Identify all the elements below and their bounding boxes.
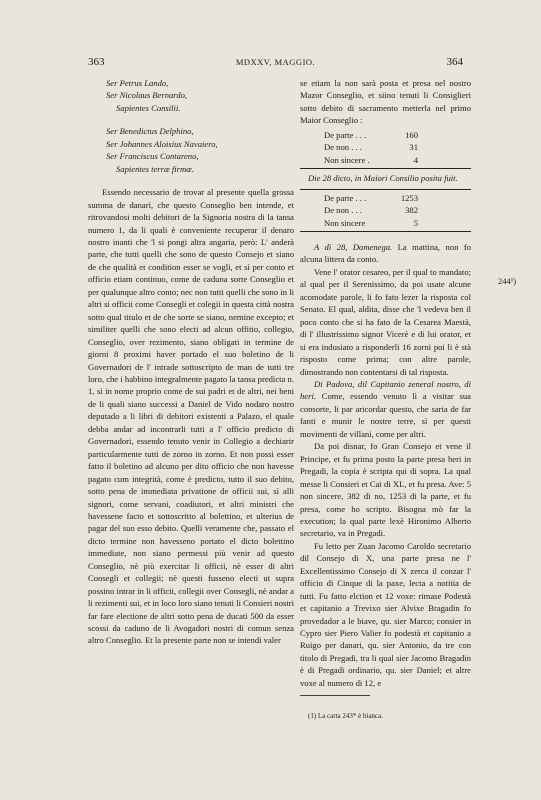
decree-paragraph: Essendo necessario de trovar al presente quella grossa summa de danari, che questo Conseglio ben intende, et ritrovandosi molti debitori de la Signoria nostra di la tansa numero 1, da li quali è conveniente recuperar il denaro nostro inanti che 'l si pongi altra angaria, però: L' anderà parte, che tutti quelli che sono de questo Consejo et siano de che qualità et condition esser se vogli, et sì per conto et officio etiam continuo, come de caduna sorte Conseglio et per qualunque altro conto; nec non tutti quelli che sono in li altri si officii come Consegli et colegii in questa città nostra sotto qual titulo et de che sorte se siano, nemine excepto; et similiter quelli che sono electi ad alcun offitio, collegio, Conseglio, over rezimento, siano obligati in termine de giorni 8 proximi haver portado el suo boletino de li Governadori de l' intrade sottoscripto de man de tutti tre loro, che i habbino integralmente pagato la tansa predicta n. 1, sì in nome proprio come de sui padri et de altri, nei beni de li quali siano successi a Daniel de Vido nodaro nostro deputado a li libri di debitori existenti a Palazo, el quale debba andar ad incontrarli tutti a l' officio predicto di Governadori, essendo tenuto venir in Collegio a dechiarir particularmente tutti de zorno in zorno. Et non possi esser fatto il boletino ad alcuno per dito officio che non havesse pagato cum integrità, come è predicto, tutto il suo debito, sotto pena de immediata privatione de officii sui, sì alli signori, come servani, coadiutori, et altri ministri che havessene facto et sottoscritto al bolettino, et ulterius de pagar del suo esso debito. Quelli veramente che, passato el dicto termine non havesseno portato el dicto bolettino immediate, non siano permessi più venir ad questo Conseglio, nè più exercitar li officii, nè esser di altri Consegli et collegii; nè questi fusseno electi ut supra possino intrar in li officii, collegii over Consegli, nè andar a li rezimenti sui, et in loco loro siano tenuti li Consieri nostri far fare electione de altri sotto pena de ducati 500 da esser scossi da caduno de li Avogadori nostri di comun senza altro Conseglio. Et la presente parte non se intendi valer [88, 187, 294, 646]
page-number-left: 363 [88, 56, 105, 68]
left-column [88, 77, 294, 647]
page-header [88, 56, 463, 72]
signatories-consilii [88, 77, 294, 114]
signatories-terrae-firmae [88, 125, 294, 175]
vote-row: Non sincere 5 [324, 217, 418, 228]
signatory-line: Ser Nicolaus Bernardo, [106, 90, 188, 101]
page-number-right: 364 [446, 56, 463, 68]
vote-row: De non . . . 382 [324, 205, 418, 216]
vote-tally-senate [324, 129, 471, 166]
section-heading: Die 28 dicto, in Maiori Consilio posita fuit. [308, 173, 458, 184]
running-title: MDXXV, MAGGIO. [235, 57, 316, 67]
vote-row: De parte . . . 1253 [324, 192, 418, 203]
margin-note: 244¹) [498, 276, 517, 286]
vote-row: Non sincere . 4 [324, 154, 418, 165]
diary-entry: Di Padova, dil Capitanio zeneral nostro, di heri. Come, essendo venuto lì a visitar sua consorte, li par aricordar questo, che saria de far fanti e munir le nostre terre, sì per questi movimenti de villani, come per altri. [300, 378, 471, 439]
vote-row: De non . . . 31 [324, 142, 418, 153]
signatory-line: Ser Franciscus Contareno, [106, 151, 199, 162]
entry-date: A dì 28, Domenega. [314, 241, 393, 252]
right-column [300, 77, 471, 723]
signatory-line: Ser Benedictus Delphino, [106, 126, 194, 137]
signatory-line: Ser Petrus Lando, [106, 78, 169, 88]
vote-row: De parte . . . 160 [324, 129, 418, 140]
signatory-line: Ser Johannes Aloisius Navaiero, [106, 138, 218, 149]
signatory-title: Sapientes terræ firmæ. [116, 163, 195, 174]
diary-entry: A dì 28, Domenega. La mattina, non fo alcuna littera da conto. [300, 241, 471, 265]
diary-entry: Da poi disnar, fo Gran Consejo et vene il Principe, et fu prima posto la parte presa heri in Pregadi, la copia è scripta qui di sopra. La qual messe li Consieri et Cai di XL, et fu presa. Ave: 5 non sincere, 382 di no, 1253 di la parte, et fu presa, come ho scripto. Bisogna mò far la execution; la qual parte lexè Hironimo Alberto secretario, va in Pregadi. [300, 441, 471, 539]
letter-source: Di Padova, dil Capitanio zeneral nostro, di heri. [300, 378, 471, 402]
footnote-rule [300, 695, 370, 696]
paragraph-continuation: se etiam la non sarà posta et presa nel nostro Mazor Conseglio, et siino tenuti li Consiglieri sotto debito di sacramento metterla nel primo Maior Conseglio : [300, 78, 471, 126]
section-rule [300, 189, 471, 190]
diary-entry: Vene l' orator cesareo, per il qual to mandato; al qual per il Serenissimo, da poi usate alcune acomodate parole, li fo fato lezer la risposta col Senato. El qual, aldita, disse che 'l vedeva ben il poco conto che si ha fato de la Cesarea Maestà, di l' illustrissimo signor Vicerè e di lui orator, et si era indusiato a risponderli 16 zorni poi li è stà risposto come prima; con altre parole, dimostrando non contentarsi di tal risposta. [300, 266, 471, 377]
section-rule [300, 168, 471, 169]
footnote: (1) La carta 243* è bianca. [308, 712, 384, 721]
diary-entry: Fu letto per Zuan Jacomo Caroldo secretario dil Consejo di X, una parte presa ne l' Excellentissimo Consejo di X zerca il conzar l' officio di Cinque di la paxe, lecta a notitia de tutti. Fu fatto elction et 12 voxe: rimase Podestà et capitanio a Trevixo sier Alvixe Bragadin fo provedador a le biave, qu. sier Marco; consier in Cypro sier Piero Valier fo podestà et capitanio a Ruigo per danari, qu. sier Antonio, da tre con titolo di Pregadi, tra li qual sier Jacomo Bragadin è di Pregadi ordinario, qu. sier Daniel; et altre voxe al numero di 12, e [300, 540, 471, 688]
section-rule [300, 231, 471, 232]
signatory-title: Sapientes Consilii. [116, 102, 181, 113]
vote-tally-great-council [324, 192, 471, 229]
